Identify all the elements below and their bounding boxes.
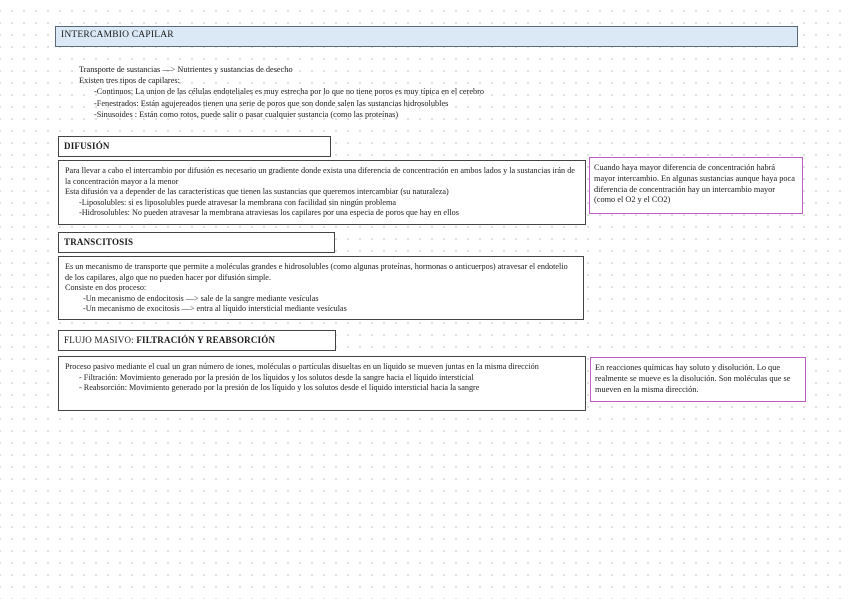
intro-item-continuos: -Continuos: La union de las células endoteliales es muy estrecha por lo que no tiene poros es muy típica en el cerebro bbox=[94, 87, 485, 97]
intro-text-block[interactable] bbox=[79, 64, 599, 120]
flujo-heading-prefix: FLUJO MASIVO bbox=[64, 335, 132, 345]
difusion-heading-text: DIFUSIÓN bbox=[64, 141, 110, 151]
flujo-heading[interactable] bbox=[58, 330, 336, 351]
page-title-text: INTERCAMBIO CAPILAR bbox=[61, 30, 174, 40]
transcitosis-item-endocitosis: -Un mecanismo de endocitosis —> sale de la sangre mediante vesículas bbox=[83, 293, 319, 303]
flujo-item-reabsorcion: - Reabsorción: Movimiento generado por la presión de los líquido y los solutos desde el líquido intersticial hacia la sangre bbox=[79, 383, 480, 393]
flujo-content[interactable] bbox=[58, 356, 586, 411]
flujo-text: Proceso pasivo mediante el cual un gran número de iones, moléculas o partículas disueltas en un líquido se mueven juntas en la misma dirección bbox=[65, 362, 539, 371]
flujo-note[interactable] bbox=[590, 357, 806, 402]
page-title[interactable] bbox=[55, 26, 798, 47]
transcitosis-content[interactable] bbox=[58, 256, 584, 320]
transcitosis-text: Es un mecanismo de transporte que permite a moléculas grandes e hidrosolubles (como algunas proteínas, hormonas o anticuerpos) atravesar el endotelio de los capilares, algo que no pueden hacer por difusión simple. bbox=[65, 262, 568, 282]
difusion-note-text: Cuando haya mayor diferencia de concentración habrá mayor intercambio. En algunas sustancias aunque haya poca diferencia de concentración hay un intercambio mayor (como el O2 y el CO2) bbox=[594, 163, 795, 205]
difusion-item-hidrosolubles: -Hidrosolubles: No pueden atravesar la membrana atraviesas los capilares por una especia de poros que hay en ellos bbox=[79, 208, 459, 218]
intro-item-fenestrados: -Fenestrados: Están agujereados tienen una serie de poros que son donde salen las sustancias hidrosolubles bbox=[94, 98, 449, 108]
difusion-text: Para llevar a cabo el intercambio por difusión es necesario un gradiente donde exista una diferencia de concentración en ambos lados y la sustancias irán de la concentración mayor a la menor bbox=[65, 166, 575, 186]
difusion-dependence: Esta difusión va a depender de las características que tienen las sustancias que queremos intercambiar (su naturaleza) bbox=[65, 187, 449, 197]
intro-line-transport: Transporte de sustancias —> Nutrientes y sustancias de desecho bbox=[79, 65, 293, 74]
transcitosis-heading[interactable] bbox=[58, 232, 335, 253]
intro-item-sinusoides: -Sinusoides : Están como rotos, puede salir o pasar cualquier sustancia (como las proteínas) bbox=[94, 109, 399, 119]
flujo-item-filtracion: - Filtración: Movimiento generado por la presión de los líquidos y los solutos desde la sangre hacia el líquido intersticial bbox=[79, 372, 474, 382]
difusion-note[interactable] bbox=[589, 157, 803, 214]
transcitosis-process: Consiste en dos proceso: bbox=[65, 283, 147, 293]
transcitosis-item-exocitosis: -Un mecanismo de exocitosis —> entra al líquido intersticial mediante vesículas bbox=[83, 304, 347, 314]
flujo-note-text: En reacciones químicas hay soluto y disolución. Lo que realmente se mueve es la disolución. Son moléculas que se mueven en la misma dirección. bbox=[595, 363, 791, 394]
transcitosis-heading-text: TRANSCITOSIS bbox=[64, 237, 134, 247]
difusion-content[interactable] bbox=[58, 160, 586, 225]
intro-line-types: Existen tres tipos de capilares: bbox=[79, 76, 180, 86]
difusion-heading[interactable] bbox=[58, 136, 331, 157]
flujo-heading-separator: : bbox=[131, 335, 137, 345]
difusion-item-liposolubles: -Liposolubles: si es liposolubles puede atravesar la membrana con facilidad sin ningún problema bbox=[79, 197, 396, 207]
flujo-heading-bold: FILTRACIÓN Y REABSORCIÓN bbox=[136, 335, 276, 345]
